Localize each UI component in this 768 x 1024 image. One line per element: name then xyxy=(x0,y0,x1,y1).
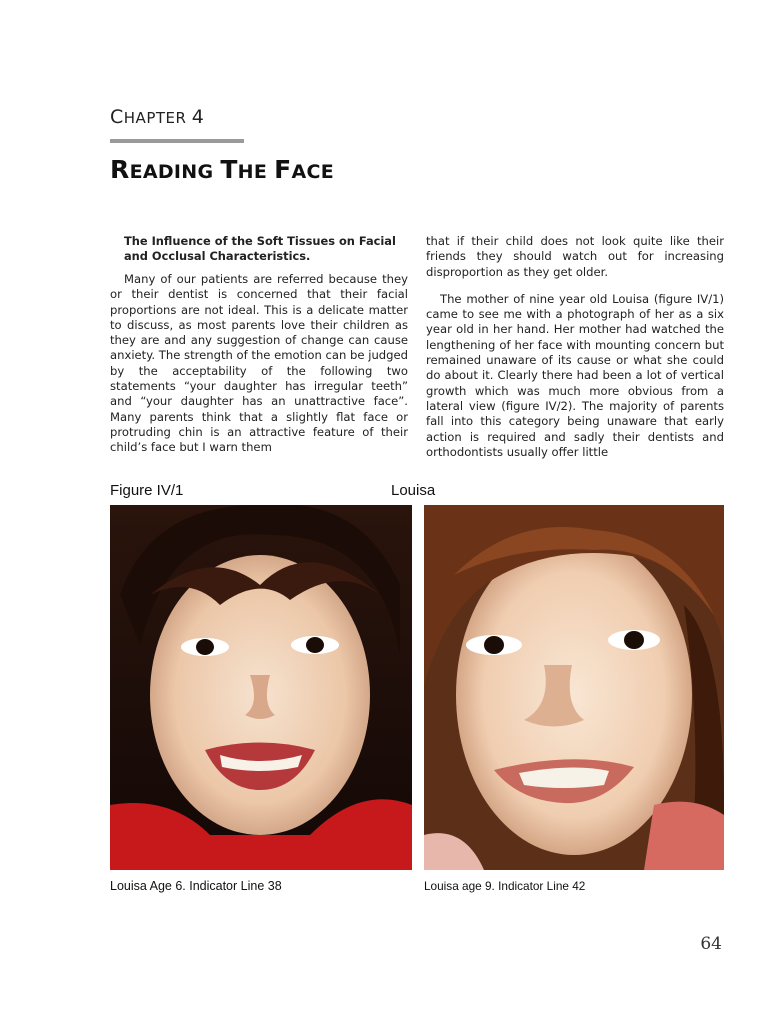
text-column-right xyxy=(426,234,724,460)
figure-label: Figure IV/1 xyxy=(110,482,184,499)
chapter-prefix-initial: C xyxy=(110,106,124,128)
title-word: ACE xyxy=(291,161,334,183)
chapter-label xyxy=(110,106,204,128)
chapter-prefix-rest: HAPTER xyxy=(123,109,187,127)
title-word: EADING xyxy=(129,161,214,183)
text-column-left xyxy=(110,234,408,456)
photo-louisa-age-9 xyxy=(424,505,724,870)
photo-louisa-age-6 xyxy=(110,505,412,870)
page-number: 64 xyxy=(700,934,722,954)
chapter-number: 4 xyxy=(191,106,205,128)
title-initial: R xyxy=(110,155,130,184)
title-initial: T xyxy=(220,155,238,184)
caption-louisa-age-6: Louisa Age 6. Indicator Line 38 xyxy=(110,879,282,893)
paragraph-2: The mother of nine year old Louisa (figure IV/1) came to see me with a photograph of her as a six year old in her hand. Her mother had watched the lengthening of her face with mounting concern but remained unaware of its cause or what she could do about it. Clearly there had been a lot of vertical growth which was much more obvious from a lateral view (figure IV/2). The majority of parents fall into this category being unaware that early action is required and sadly their dentists and orthodontists usually offer little xyxy=(426,291,724,459)
paragraph-1: Many of our patients are referred because they or their dentist is concerned that their facial proportions are not ideal. This is a delicate matter to discuss, as most parents love their children as they are and any suggestion of change can cause anxiety. The strength of the emotion can be judged by the acceptability of the following two statements “your daughter has irregular teeth” and “your daughter has an unattractive face”. Many parents think that a slightly flat face or protruding chin is an attractive feature of their child’s face but I warn them xyxy=(110,272,409,455)
caption-louisa-age-9: Louisa age 9. Indicator Line 42 xyxy=(424,879,586,893)
title-word: HE xyxy=(237,161,268,183)
paragraph-1-continued: that if their child does not look quite like their friends they should watch out for increasing disproportion as they get older. xyxy=(426,234,724,279)
section-heading: The Influence of the Soft Tissues on Facial and Occlusal Characteristics. xyxy=(124,234,396,263)
page-title xyxy=(110,155,334,184)
chapter-rule xyxy=(110,139,244,143)
title-initial: F xyxy=(274,155,292,184)
figure-name: Louisa xyxy=(391,482,436,499)
